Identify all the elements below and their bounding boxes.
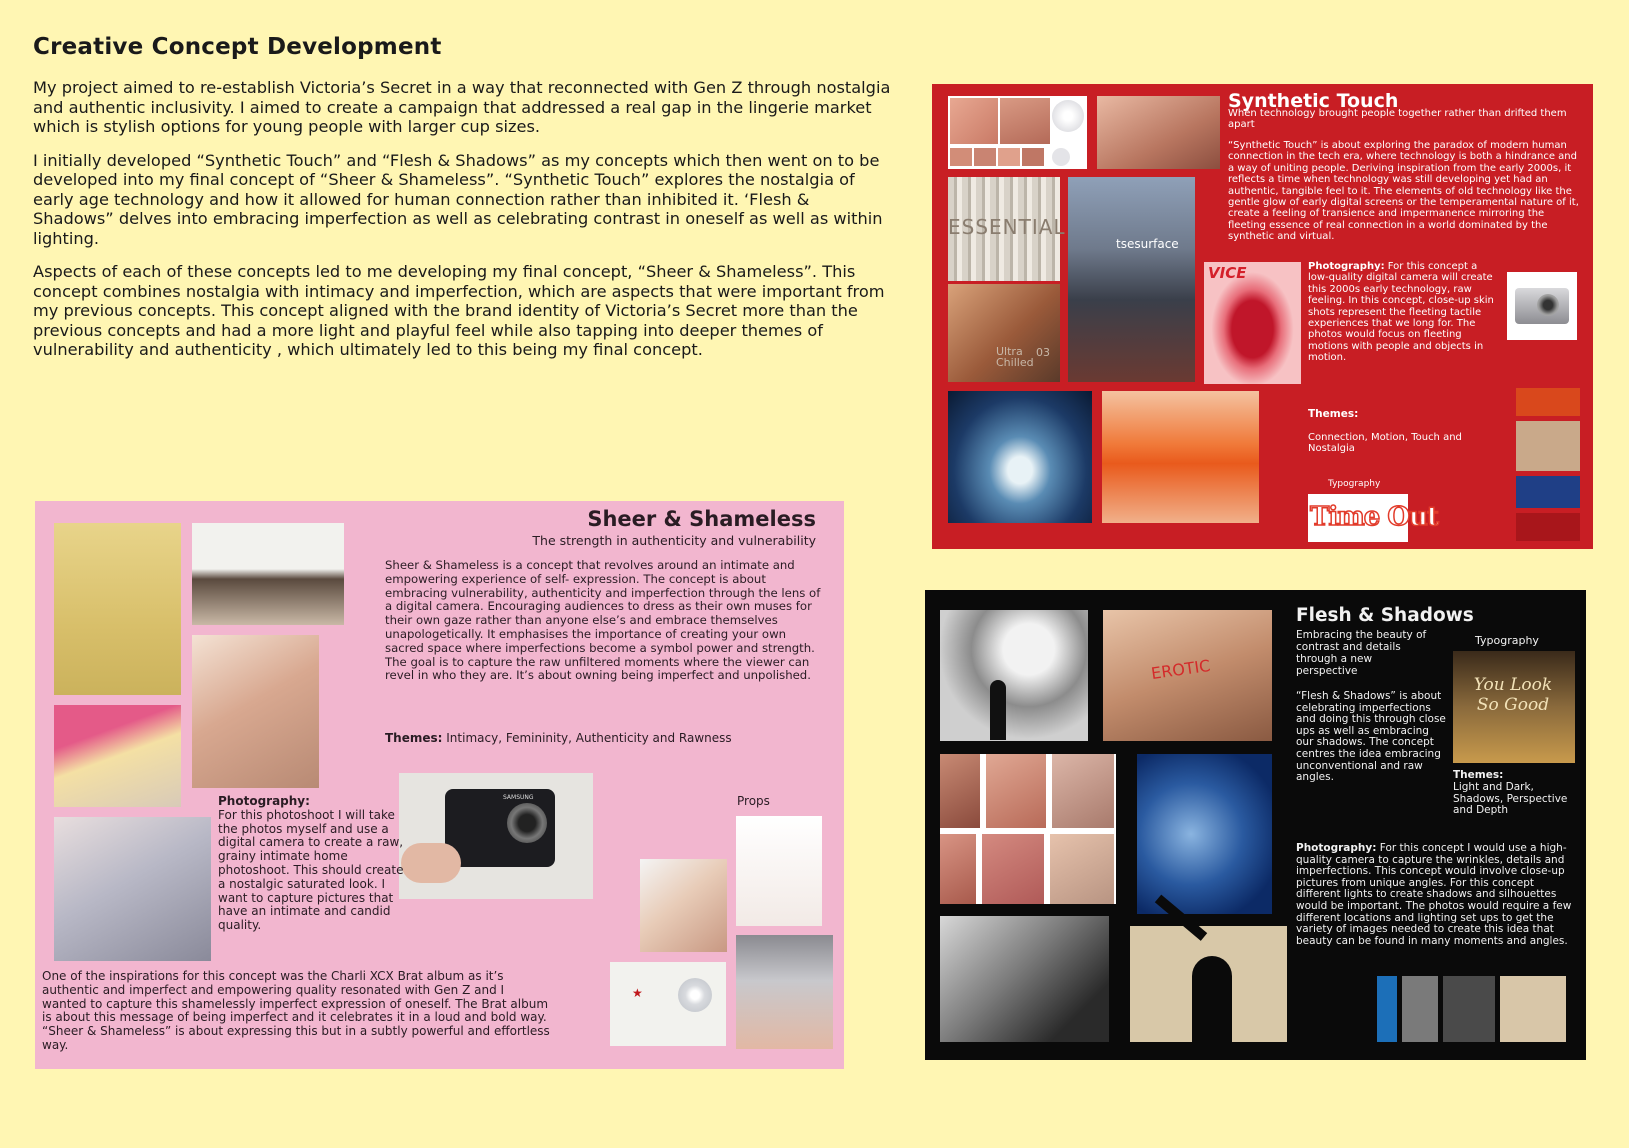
synthetic-typography-label: Typography <box>1328 479 1381 489</box>
synthetic-body: “Synthetic Touch” is about exploring the paradox of modern human connection in the tech era, where technology is both a hindrance and a way of uniting people. Deriving inspiration from the early 2000s, it reflects a time when technology was still developing yet had an authentic, tangible feel to it. The elements of old technology like the gentle glow of early digital screens or the temperamental nature of it, create a feeling of transience and impermanence mirroring the fleeting essence of real connection in a world dominated by the synthetic and virtual. <box>1228 140 1579 243</box>
ultra-chilled-image <box>948 284 1060 382</box>
synthetic-touch-board <box>932 84 1593 549</box>
silhouette-image <box>1130 926 1287 1042</box>
color-swatch <box>1443 976 1495 1042</box>
you-look-so-good-text: You Look So Good <box>1473 675 1553 715</box>
flesh-body: “Flesh & Shadows” is about celebrating imperfections and doing this through close ups as well as embracing our shadows. The concept centres the idea embracing unconventional and raw angles. <box>1296 690 1446 784</box>
themes-text: Light and Dark, Shadows, Perspective and Depth <box>1453 780 1568 817</box>
color-swatch <box>1516 476 1580 508</box>
photography-label: Photography: <box>1308 261 1385 272</box>
bed-pose-image <box>192 635 319 788</box>
sheer-title: Sheer & Shameless <box>587 507 816 531</box>
grey-bed-image <box>54 817 211 961</box>
vice-lips-image <box>1204 262 1301 384</box>
flesh-typography-label: Typography <box>1475 634 1539 647</box>
tsesurface-image <box>1068 177 1195 382</box>
flesh-shadows-board <box>925 590 1586 1060</box>
sheer-shameless-board <box>35 501 844 1069</box>
cd-case-image: ★ <box>610 962 726 1046</box>
sheer-subtitle: The strength in authenticity and vulnerability <box>532 533 816 548</box>
flesh-photography <box>1296 843 1576 947</box>
tsesurface-text: tsesurface <box>1116 237 1179 251</box>
color-swatch <box>1402 976 1438 1042</box>
flesh-subtitle: Embracing the beauty of contrast and details through a new perspective <box>1296 629 1427 677</box>
page-title: Creative Concept Development <box>33 34 442 60</box>
skin-detail-collage <box>940 754 1116 904</box>
flip-phones-image <box>736 935 833 1049</box>
synthetic-themes-label: Themes: <box>1308 408 1359 420</box>
color-swatch <box>1516 421 1580 471</box>
time-out-typography-image <box>1308 494 1438 542</box>
color-swatch <box>1516 388 1580 416</box>
hands-touch-image <box>1097 96 1220 169</box>
color-swatch <box>1377 976 1397 1042</box>
sheer-body: Sheer & Shameless is a concept that revolves around an intimate and empowering experience of self- expression. The concept is about embracing vulnerability, authenticity and imperfection through the lens of a digital camera. Encouraging audiences to dress as their own muses for their own gaze rather than anyone else’s and embrace themselves unapologetically. It emphasises the importance of creating your own sacred space where imperfections become a symbol power and strength. The goal is to capture the raw unfiltered moments where the viewer can revel in who they are. It’s about owning being imperfect and unpolished. <box>385 558 821 683</box>
photography-text: For this concept I would use a high-quality camera to capture the wrinkles, details and imperfections. This concept would involve close-up pictures from unique angles. For this concept different lights to create shadows and silhouettes would be important. The photos would require a few different locations and lighting set ups to get the variety of images needed to create this idea that beauty can be found in many moments and angles. <box>1296 842 1572 947</box>
color-swatch <box>1516 513 1580 541</box>
white-socks-image <box>640 859 727 952</box>
pink-pose-image <box>54 705 181 807</box>
samsung-text: SAMSUNG <box>503 794 534 801</box>
skin-collage-image <box>948 96 1087 169</box>
sheer-inspiration: One of the inspirations for this concept was the Charli XCX Brat album as it’s authentic and imperfect and empowering quality resonated with Gen Z and I wanted to capture this shamelessly imperfect expression of oneself. The Brat album is about this message of being imperfect and it celebrates it in a loud and bold way. “Sheer & Shameless” is about expressing this but in a subtly powerful and effortless way. <box>42 969 550 1052</box>
bw-skin-image <box>940 916 1109 1042</box>
synthetic-themes-text: Connection, Motion, Touch and Nostalgia <box>1308 432 1462 455</box>
shadow-umbrella-image <box>940 610 1088 741</box>
themes-label: Themes: <box>385 731 443 745</box>
erotic-legs-image <box>1103 610 1272 741</box>
props-label: Props <box>737 794 770 808</box>
sheer-photography <box>218 795 408 933</box>
camera-pose-image <box>192 523 344 625</box>
samsung-camera-image <box>399 773 593 899</box>
themes-label: Themes: <box>1453 769 1504 781</box>
orange-bra-image <box>1102 391 1259 523</box>
photography-label: Photography: <box>218 794 310 808</box>
themes-text: Intimacy, Femininity, Authenticity and Rawness <box>442 731 732 745</box>
intro-paragraph: Aspects of each of these concepts led to me developing my final concept, “Sheer & Shameless”. This concept combines nostalgia with intimacy and imperfection, which are aspects that were important from my previous concepts. This concept aligned with the brand identity of Victoria’s Secret more than the previous concepts and had a more light and playful feel while also tapping into deeper themes of vulnerability and authenticity , which ultimately led to this being my final concept. <box>33 262 885 359</box>
flesh-title: Flesh & Shadows <box>1296 605 1474 626</box>
flesh-themes <box>1453 770 1581 817</box>
synthetic-title: Synthetic Touch <box>1228 90 1399 112</box>
station-image <box>948 391 1092 523</box>
yellow-lingerie-image <box>54 523 181 695</box>
photography-text: For this concept a low-quality digital camera will create this 2000s early technology, raw feeling. In this concept, close-up skin shots represent the fleeting tactile experiences that we long for. The photos would focus on fleeting motions with people and objects in motion. <box>1308 261 1494 364</box>
ultra-chilled-text: Ultra Chilled <box>996 345 1034 369</box>
erotic-text: EROTIC <box>1149 655 1212 684</box>
blue-figure-image <box>1137 754 1272 914</box>
sheer-themes <box>385 731 825 745</box>
intro-paragraph: My project aimed to re-establish Victoria’s Secret in a way that reconnected with Gen Z through nostalgia and authentic inclusivity. I aimed to create a campaign that addressed a real gap in the lingerie market which is stylish options for young people with larger cup sizes. <box>33 78 891 136</box>
photography-text: For this photoshoot I will take the photos myself and use a digital camera to create a raw, grainy intimate home photoshoot. This should create a nostalgic saturated look. I want to capture pictures that have an intimate and candid quality. <box>218 807 404 933</box>
number-text: 03 <box>1036 346 1050 359</box>
synthetic-subtitle: When technology brought people together rather than drifted them apart <box>1228 108 1567 130</box>
digital-camera-image <box>1507 272 1577 340</box>
photography-label: Photography: <box>1296 842 1377 854</box>
essential-text: ESSENTIAL <box>948 215 1066 239</box>
intro-paragraph: I initially developed “Synthetic Touch” and “Flesh & Shadows” as my concepts which then went on to be developed into my final concept of “Sheer & Shameless”. “Synthetic Touch” explores the nostalgia of early age technology and how it allowed for human connection rather than inhibited it. ‘Flesh & Shadows” delves into embracing imperfection as well as celebrating contrast in oneself as well as within lighting. <box>33 150 883 248</box>
color-swatch <box>1500 976 1566 1042</box>
you-look-so-good-typography-image <box>1453 651 1575 763</box>
time-out-text: Time Out <box>1310 502 1438 532</box>
white-camisole-image <box>736 816 822 926</box>
vice-text: VICE <box>1208 264 1247 282</box>
synthetic-photography <box>1308 261 1498 364</box>
essential-magazine-image <box>948 177 1066 281</box>
intro-text <box>33 78 893 374</box>
